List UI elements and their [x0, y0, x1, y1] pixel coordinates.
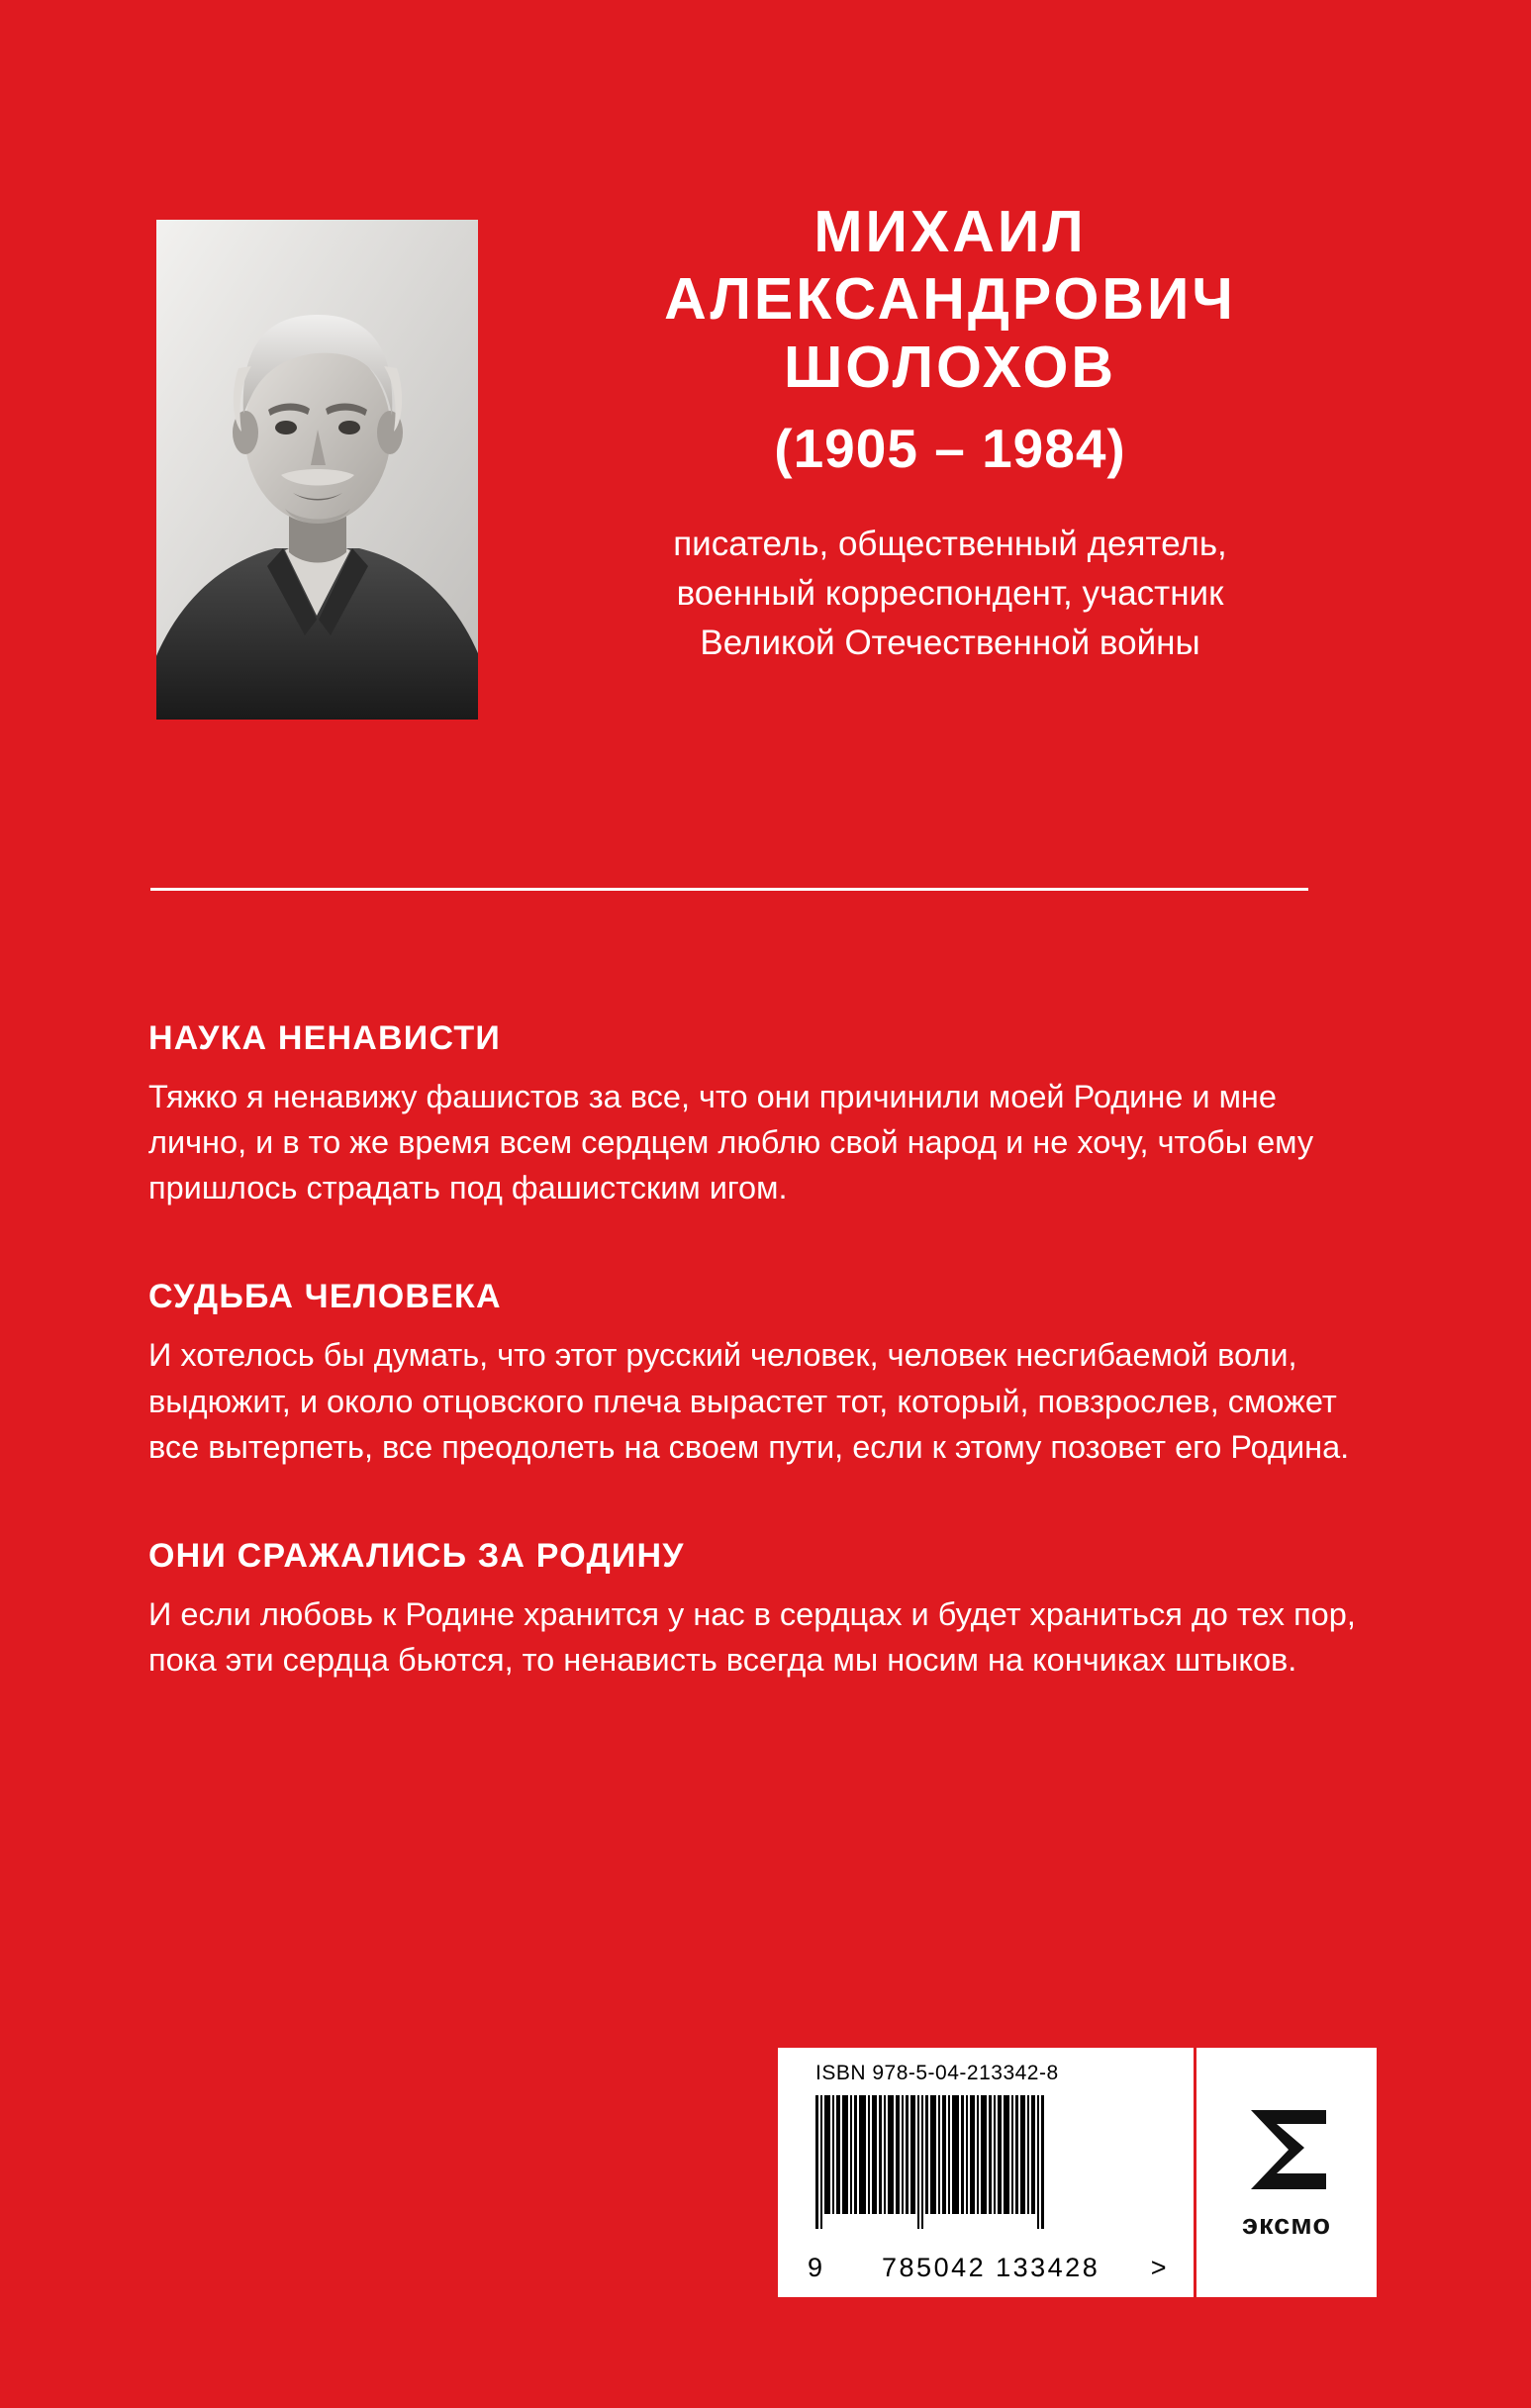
ean-digits: [808, 2253, 1169, 2283]
ean-trail-symbol: >: [1150, 2253, 1169, 2282]
author-name-line3: ШОЛОХОВ: [783, 334, 1117, 400]
eksmo-logo-icon: [1241, 2104, 1332, 2195]
quote-title: СУДЬБА ЧЕЛОВЕКА: [148, 1278, 502, 1316]
author-name: [515, 198, 1386, 401]
portrait-photo-icon: [156, 220, 478, 720]
author-name-line1: МИХАИЛ: [813, 199, 1087, 264]
quotes-section: [148, 1019, 1376, 1683]
quote-block: [148, 1278, 1376, 1469]
quote-title: НАУКА НЕНАВИСТИ: [148, 1019, 501, 1057]
publisher-name: эксмо: [1241, 2208, 1332, 2241]
author-text-block: [515, 198, 1386, 667]
author-portrait: [156, 220, 478, 720]
ean-lead-digit: 9: [808, 2253, 825, 2282]
quote-text: Тяжко я ненавижу фашистов за все, что они причинили моей Родине и мне лично, и в то же время всем сердцем люблю свой народ и не хочу, чтобы ему пришлось страдать под фашистским игом.: [148, 1079, 1314, 1206]
barcode-box: [778, 2048, 1194, 2297]
author-description-line3: Великой Отечественной войны: [700, 623, 1200, 662]
author-life-years: (1905 – 1984): [774, 418, 1126, 480]
author-header: [0, 0, 1531, 792]
author-name-line2: АЛЕКСАНДРОВИЧ: [664, 266, 1236, 333]
barcode-and-publisher: [778, 2048, 1377, 2297]
quote-text: И хотелось бы думать, что этот русский человек, человек несгибаемой воли, выдюжит, и около отцовского плеча вырастет тот, который, повзрослев, сможет все вытерпеть, все преодолеть на своем пути, если к этому позовет его Родина.: [148, 1337, 1350, 1465]
author-description: [515, 520, 1386, 667]
quote-title: ОНИ СРАЖАЛИСЬ ЗА РОДИНУ: [148, 1536, 685, 1575]
quote-block: [148, 1019, 1376, 1210]
isbn-text: ISBN 978-5-04-213342-8: [815, 2062, 1059, 2084]
quote-block: [148, 1537, 1376, 1683]
author-description-line2: военный корреспондент, участник: [676, 574, 1224, 613]
author-description-line1: писатель, общественный деятель,: [673, 525, 1227, 564]
horizontal-divider: [150, 888, 1308, 891]
ean-main-digits: 785042 133428: [882, 2253, 1100, 2282]
publisher-block: [1194, 2048, 1377, 2297]
quote-text: И если любовь к Родине хранится у нас в сердцах и будет храниться до тех пор, пока эти сердца бьются, то ненависть всегда мы носим на кончиках штыков.: [148, 1595, 1356, 1678]
barcode-icon: [815, 2095, 1157, 2229]
